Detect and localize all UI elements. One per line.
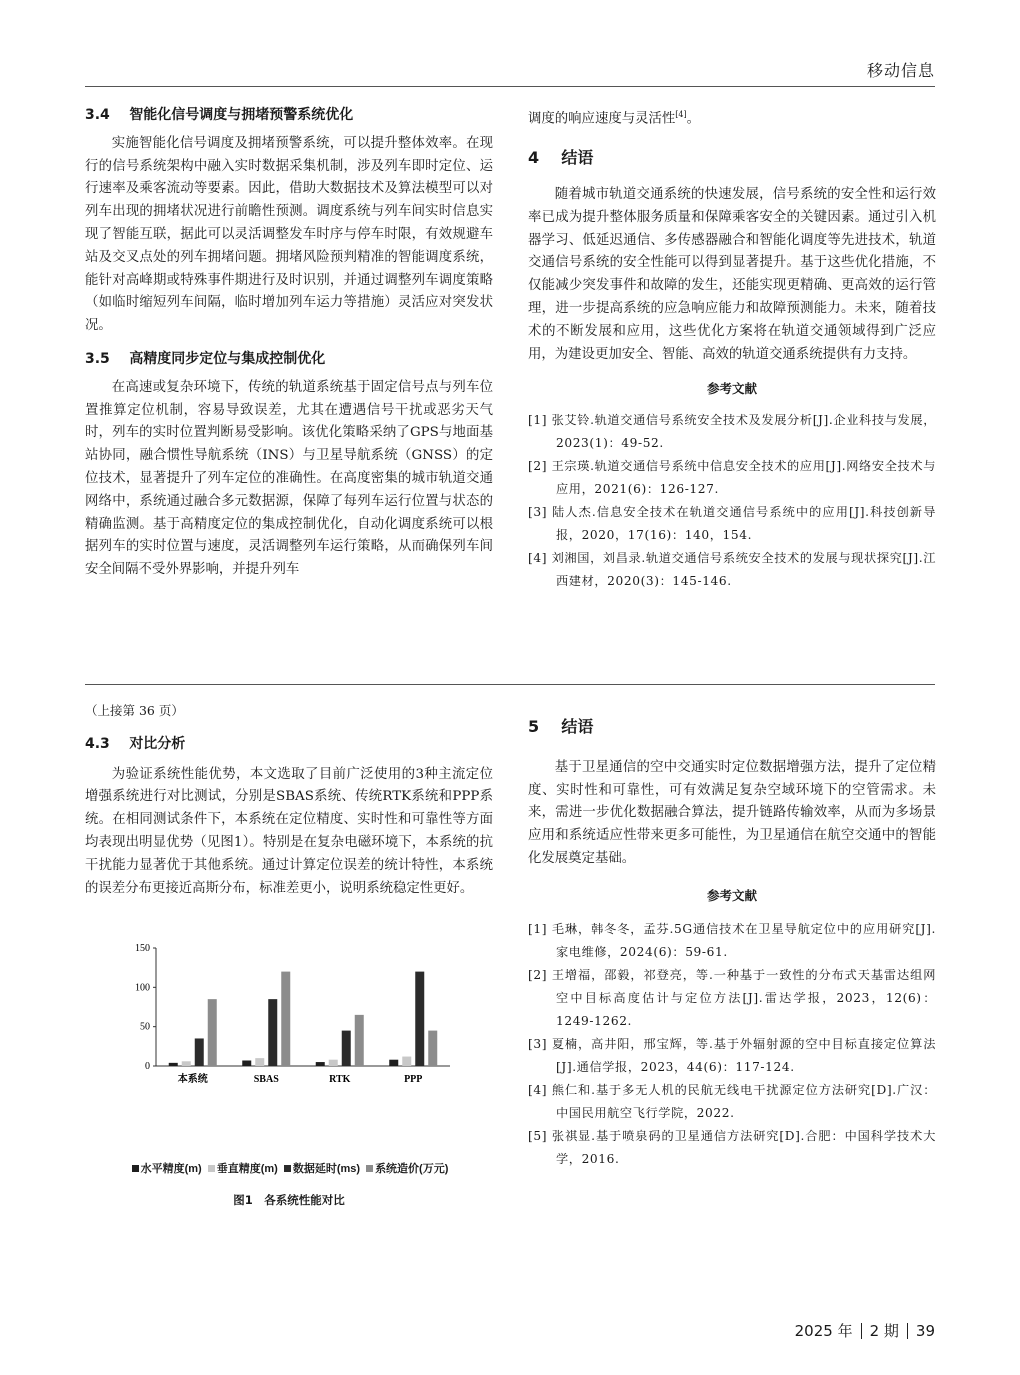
reference-item: [1] 毛琳，韩冬冬，孟芬.5G通信技术在卫星导航定位中的应用研究[J].家电维修，2024(6)：59-61. (528, 921, 936, 959)
x-tick-label: PPP (404, 1074, 423, 1085)
y-tick-label: 0 (145, 1061, 150, 1072)
legend-swatch (366, 1165, 373, 1172)
chart-bar (208, 999, 217, 1066)
reference-list (528, 918, 936, 1171)
section-heading-3-5 (85, 348, 493, 371)
top-left-column (85, 104, 493, 582)
reference-list (528, 409, 936, 593)
legend-item (132, 1160, 202, 1176)
chart-bar (316, 1062, 325, 1066)
legend-label: 数据延时(ms) (292, 1163, 361, 1175)
chart-bar (342, 1031, 351, 1066)
chart-bar (182, 1061, 191, 1066)
references-title: 参考文献 (706, 381, 757, 397)
x-tick-label: 本系统 (177, 1074, 208, 1085)
chart-bar (268, 999, 277, 1066)
heading-number: 5 (528, 717, 540, 736)
section-heading-4-3 (85, 733, 493, 756)
footer-divider (861, 1323, 862, 1339)
heading-text: 对比分析 (129, 735, 186, 752)
chart-bar (389, 1060, 398, 1066)
legend-label: 系统造价(万元) (375, 1163, 449, 1175)
heading-number: 3.4 (85, 107, 110, 123)
y-tick-label: 100 (135, 982, 150, 994)
header-rule (85, 86, 935, 87)
continued-text: 调度的响应速度与灵活性 (528, 111, 676, 127)
heading-number: 4 (528, 148, 540, 168)
citation-mark: [4] (675, 110, 687, 119)
reference-item: [3] 陆人杰.信息安全技术在轨道交通信号系统中的应用[J].科技创新导报，2020，17(16)：140，154. (528, 505, 936, 543)
section-heading-5 (528, 716, 936, 739)
legend-item (284, 1160, 360, 1176)
y-tick-label: 50 (140, 1021, 150, 1033)
section-5-paragraph: 基于卫星通信的空中交通实时定位数据增强方法，提升了定位精度、实时性和可靠性，可有效满足复杂空域环境下的空管需求。未来，需进一步优化数据融合算法，提升链路传输效率，从而为多场景应用和系统适应性带来更多可能性，为卫星通信在航空交通中的智能化发展奠定基础。 (528, 759, 936, 866)
chart-bar (329, 1060, 338, 1066)
page-footer (795, 1320, 935, 1341)
section-heading-4 (528, 147, 936, 170)
reference-item: [5] 张祺显.基于喷泉码的卫星通信方法研究[D].合肥：中国科学技术大学，2016. (528, 1128, 936, 1166)
section-divider (85, 684, 935, 685)
y-tick-label: 150 (135, 943, 150, 954)
bar-chart (120, 938, 460, 1088)
reference-item: [4] 刘湘国，刘昌录.轨道交通信号系统安全技术的发展与现状探究[J].江西建材，2020(3)：145-146. (528, 551, 936, 589)
section-4-3-paragraph: 为验证系统性能优势，本文选取了目前广泛使用的3种主流定位增强系统进行对比测试，分别是SBAS系统、传统RTK系统和PPP系统。在相同测试条件下，本系统在定位精度、实时性和可靠性等方面均表现出明显优势（见图1）。特别是在复杂电磁环境下，本系统的抗干扰能力显著优于其他系统。通过计算定位误差的统计特性，本系统的误差分布更接近高斯分布，标准差更小，说明系统稳定性更好。 (85, 766, 493, 896)
heading-text: 结语 (561, 148, 594, 168)
section-3-4-paragraph: 实施智能化信号调度及拥堵预警系统，可以提升整体效率。在现行的信号系统架构中融入实时数据采集机制，涉及列车即时定位、运行速率及乘客流动等要素。因此，借助大数据技术及算法模型可以对列车出现的拥堵状况进行前瞻性预测。调度系统与列车间实时信息实现了智能互联，据此可以灵活调整发车时序与停车时限，有效规避车站及交叉点处的列车拥堵问题。拥堵风险预判精准的智能调度系统，能针对高峰期或特殊事件期进行及时识别，并通过调整列车调度策略（如临时缩短列车间隔，临时增加列车运力等措施）灵活应对突发状况。 (85, 135, 493, 334)
continued-end: 。 (686, 111, 701, 127)
footer-page-number: 39 (915, 1321, 935, 1340)
bottom-right-column (528, 716, 936, 1171)
chart-bar (415, 972, 424, 1066)
chart-bar (428, 1031, 437, 1066)
chart-bar (255, 1058, 264, 1066)
chart-bar (195, 1038, 204, 1066)
reference-item: [2] 王宗瑛.轨道交通信号系统中信息安全技术的应用[J].网络安全技术与应用，2021(6)：126-127. (528, 459, 936, 497)
reference-item: [3] 夏楠，高井阳，邢宝辉，等.基于外辐射源的空中目标直接定位算法[J].通信学报，2023，44(6)：117-124. (528, 1036, 936, 1074)
legend-swatch (284, 1165, 291, 1172)
top-right-column (528, 104, 936, 593)
figure-caption: 图1 各系统性能对比 (233, 1193, 345, 1207)
heading-text: 智能化信号调度与拥堵预警系统优化 (129, 107, 354, 123)
reference-item: [1] 张艾铃.轨道交通信号系统安全技术及发展分析[J].企业科技与发展，2023(1)：49-52. (528, 413, 936, 451)
footer-year: 2025 年 (794, 1322, 853, 1340)
legend-label: 水平精度(m) (140, 1163, 202, 1175)
chart-bar (242, 1060, 251, 1066)
footer-issue: 2 期 (869, 1322, 899, 1340)
legend-swatch (132, 1165, 139, 1172)
references-title: 参考文献 (706, 887, 757, 903)
legend-item (366, 1160, 448, 1176)
x-tick-label: SBAS (253, 1074, 279, 1085)
heading-number: 4.3 (85, 735, 110, 752)
legend-label: 垂直精度(m) (216, 1163, 278, 1175)
chart-bar (355, 1015, 364, 1066)
bottom-left-column (85, 700, 493, 900)
continued-sentence (528, 104, 936, 131)
legend-swatch (208, 1165, 215, 1172)
journal-name: 移动信息 (866, 61, 935, 80)
section-4-paragraph: 随着城市轨道交通系统的快速发展，信号系统的安全性和运行效率已成为提升整体服务质量和保障乘客安全的关键因素。通过引入机器学习、低延迟通信、多传感器融合和智能化调度等先进技术，轨道交通信号系统的安全性能可以得到显著提升。基于这些优化措施，不仅能减少突发事件和故障的发生，还能实现更精确、更高效的运行管理，进一步提高系统的应急响应能力和故障预测能力。未来，随着技术的不断发展和应用，这些优化方案将在轨道交通领域得到广泛应用，为建设更加安全、智能、高效的轨道交通系统提供有力支持。 (528, 187, 936, 362)
chart-bar (281, 972, 290, 1066)
continued-from-note: （上接第 36 页） (85, 703, 184, 718)
section-heading-3-4 (85, 104, 493, 127)
reference-item: [2] 王增福，邵毅，祁登亮，等.一种基于一致性的分布式天基雷达组网空中目标高度估计与定位方法[J].雷达学报，2023，12(6)：1249-1262. (528, 967, 936, 1028)
heading-text: 结语 (561, 717, 594, 736)
chart-legend (120, 1160, 460, 1176)
chart-bar (169, 1063, 178, 1066)
heading-number: 3.5 (85, 350, 110, 367)
heading-text: 高精度同步定位与集成控制优化 (129, 350, 326, 367)
x-tick-label: RTK (329, 1074, 351, 1085)
reference-item: [4] 熊仁和.基于多无人机的民航无线电干扰源定位方法研究[D].广汉：中国民用航空飞行学院，2022. (528, 1082, 936, 1120)
footer-divider (907, 1323, 908, 1339)
chart-bar (402, 1057, 411, 1066)
section-3-5-paragraph: 在高速或复杂环境下，传统的轨道系统基于固定信号点与列车位置推算定位机制，容易导致误差，尤其在遭遇信号干扰或恶劣天气时，列车的实时位置判断易受影响。该优化策略采纳了GPS与地面基站协同，融合惯性导航系统（INS）与卫星导航系统（GNSS）的定位技术，显著提升了列车定位的准确性。在高度密集的城市轨道交通网络中，系统通过融合多元数据源，保障了每列车运行位置与状态的精确监测。基于高精度定位的集成控制优化，自动化调度系统可以根据列车的实时位置与速度，灵活调整列车运行策略，从而确保列车间安全间隔不受外界影响，并提升列车 (85, 379, 493, 578)
legend-item (208, 1160, 278, 1176)
